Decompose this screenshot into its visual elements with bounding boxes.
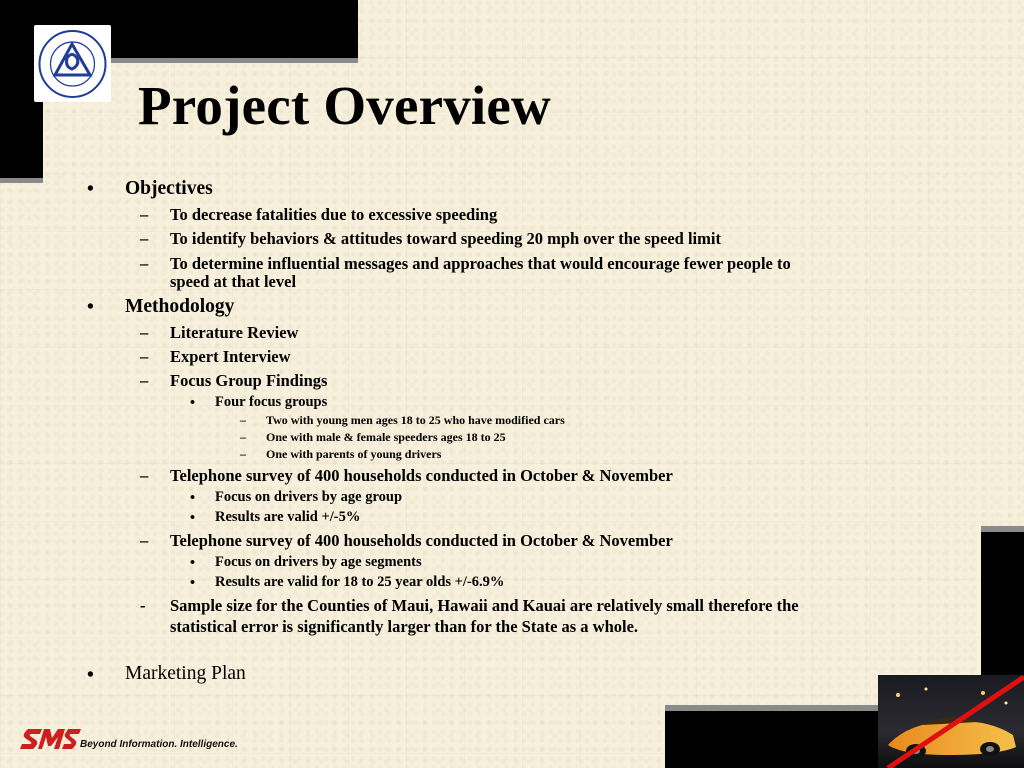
focus-group-item: Two with young men ages 18 to 25 who have modified cars [266, 413, 565, 427]
dash-marker: – [140, 254, 149, 273]
dash-marker: – [140, 229, 149, 248]
sms-wordmark-icon [20, 726, 82, 752]
sample-size-note: Sample size for the Counties of Maui, Hawaii and Kauai are relatively small therefore the [170, 596, 799, 615]
hyphen-marker: - [140, 596, 146, 615]
dash-marker: – [140, 323, 149, 342]
dash-marker: – [140, 205, 149, 224]
survey-point: Focus on drivers by age group [215, 489, 403, 505]
objective-item: To determine influential messages and approaches that would encourage fewer people to [170, 254, 791, 273]
bullet-marker: • [87, 179, 94, 200]
car-icon [878, 675, 1024, 768]
dash-marker: – [140, 466, 149, 485]
methodology-heading: Methodology [125, 296, 235, 317]
focus-subitem: Four focus groups [215, 394, 328, 410]
objective-item: To decrease fatalities due to excessive speeding [170, 205, 498, 224]
bullet-marker: • [87, 665, 94, 686]
method-item: Literature Review [170, 323, 299, 342]
marketing-plan-item: Marketing Plan [125, 663, 246, 684]
bullet-marker: • [87, 297, 94, 318]
method-item: Focus Group Findings [170, 371, 328, 390]
survey-item: Telephone survey of 400 households conducted in October & November [170, 466, 673, 485]
dash-marker: – [240, 413, 246, 427]
bullet-marker: • [190, 555, 196, 571]
survey-item: Telephone survey of 400 households conducted in October & November [170, 531, 673, 550]
focus-group-item: One with parents of young drivers [266, 447, 442, 461]
objective-item-continued: speed at that level [170, 272, 297, 291]
dash-marker: – [240, 447, 246, 461]
bullet-marker: • [190, 510, 196, 526]
focus-group-item: One with male & female speeders ages 18 to 25 [266, 430, 506, 444]
dash-marker: – [240, 430, 246, 444]
bullet-marker: • [190, 490, 196, 506]
bullet-marker: • [190, 575, 196, 591]
objective-item: To identify behaviors & attitudes toward speeding 20 mph over the speed limit [170, 229, 721, 248]
footer-tagline: Beyond Information. Intelligence. [80, 739, 238, 750]
dash-marker: – [140, 531, 149, 550]
dash-marker: – [140, 371, 149, 390]
speeding-car-photo [878, 675, 1024, 768]
slide-title: Project Overview [138, 75, 551, 136]
dash-marker: – [140, 347, 149, 366]
sample-size-note-continued: statistical error is significantly larger than for the State as a whole. [170, 617, 639, 636]
survey-point: Focus on drivers by age segments [215, 554, 422, 570]
method-item: Expert Interview [170, 347, 291, 366]
survey-point: Results are valid for 18 to 25 year olds +/-6.9% [215, 574, 505, 590]
bullet-marker: • [190, 395, 196, 411]
survey-point: Results are valid +/-5% [215, 509, 361, 525]
objectives-heading: Objectives [125, 178, 213, 199]
